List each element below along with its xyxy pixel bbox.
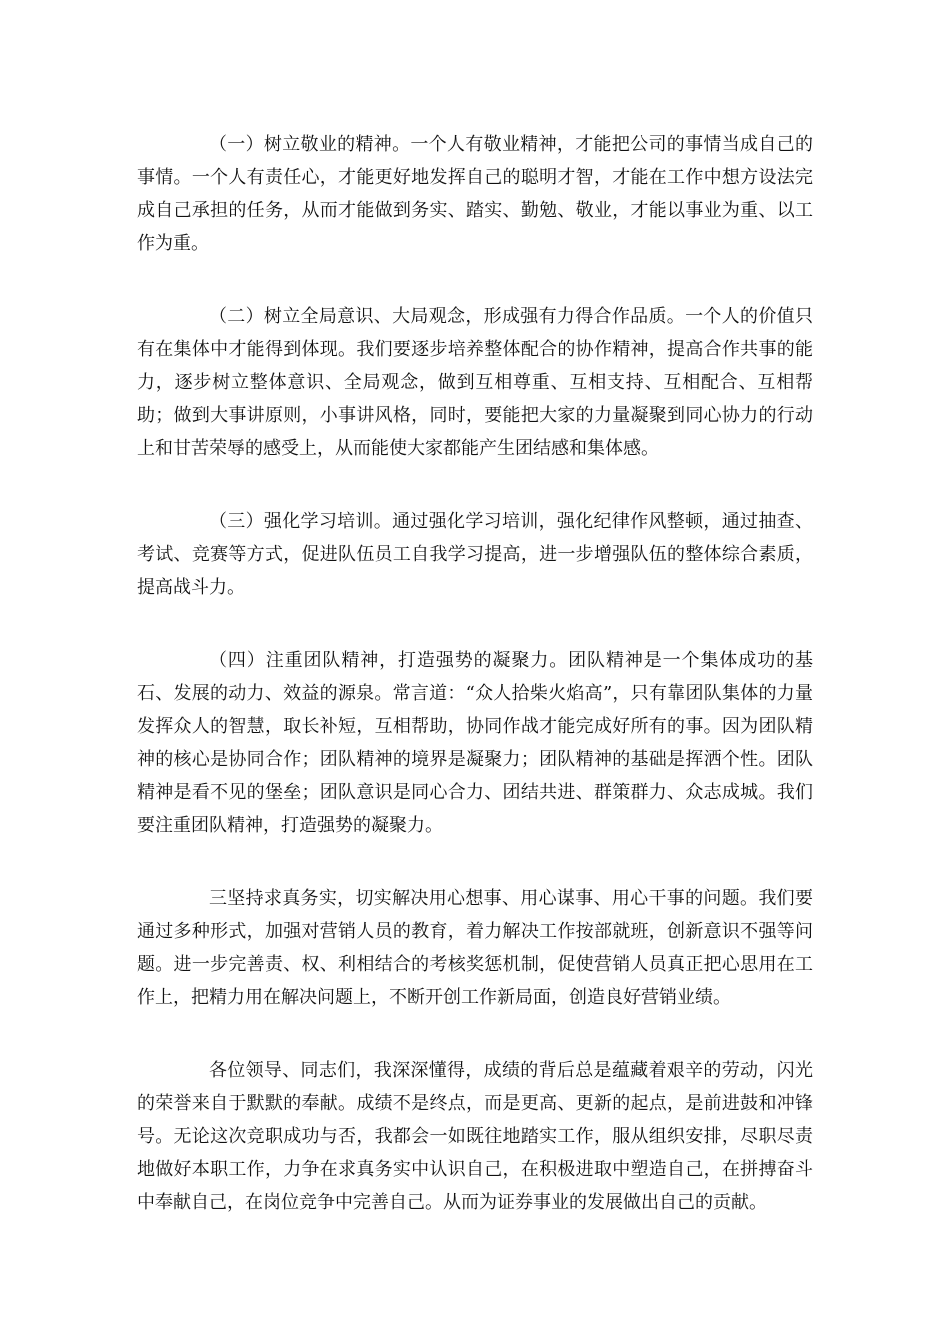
paragraph-2: （二）树立全局意识、大局观念，形成强有力得合作品质。一个人的价值只有在集体中才能得到体现。我们要逐步培养整体配合的协作精神，提高合作共事的能力，逐步树立整体意识、全局观念，做到互相尊重、互相支持、互相配合、互相帮助；做到大事讲原则，小事讲风格，同时，要能把大家的力量凝聚到同心协力的行动上和甘苦荣辱的感受上，从而能使大家都能产生团结感和集体感。: [137, 306, 813, 459]
paragraph-1: （一）树立敬业的精神。一个人有敬业精神，才能把公司的事情当成自己的事情。一个人有责任心，才能更好地发挥自己的聪明才智，才能在工作中想方设法完成自己承担的任务，从而才能做到务实、踏实、勤勉、敬业，才能以事业为重、以工作为重。: [137, 134, 813, 254]
paragraph-3: （三）强化学习培训。通过强化学习培训，强化纪律作风整顿，通过抽查、考试、竞赛等方式，促进队伍员工自我学习提高，进一步增强队伍的整体综合素质，提高战斗力。: [137, 511, 813, 598]
paragraph-6: 各位领导、同志们，我深深懂得，成绩的背后总是蕴藏着艰辛的劳动，闪光的荣誉来自于默默的奉献。成绩不是终点，而是更高、更新的起点，是前进鼓和冲锋号。无论这次竞职成功与否，我都会一如既往地踏实工作，服从组织安排，尽职尽责地做好本职工作，力争在求真务实中认识自己，在积极进取中塑造自己，在拼搏奋斗中奉献自己，在岗位竞争中完善自己。从而为证券事业的发展做出自己的贡献。: [137, 1060, 813, 1213]
paragraph-5: 三坚持求真务实，切实解决用心想事、用心谋事、用心干事的问题。我们要通过多种形式，加强对营销人员的教育，着力解决工作按部就班，创新意识不强等问题。进一步完善责、权、利相结合的考核奖惩机制，促使营销人员真正把心思用在工作上，把精力用在解决问题上，不断开创工作新局面，创造良好营销业绩。: [137, 888, 813, 1008]
paragraph-4: （四）注重团队精神，打造强势的凝聚力。团队精神是一个集体成功的基石、发展的动力、效益的源泉。常言道：“众人拾柴火焰高”，只有靠团队集体的力量发挥众人的智慧，取长补短，互相帮助，协同作战才能完成好所有的事。因为团队精神的核心是协同合作；团队精神的境界是凝聚力；团队精神的基础是挥洒个性。团队精神是看不见的堡垒；团队意识是同心合力、团结共进、群策群力、众志成城。我们要注重团队精神，打造强势的凝聚力。: [137, 650, 813, 836]
document-body: [137, 128, 813, 1219]
